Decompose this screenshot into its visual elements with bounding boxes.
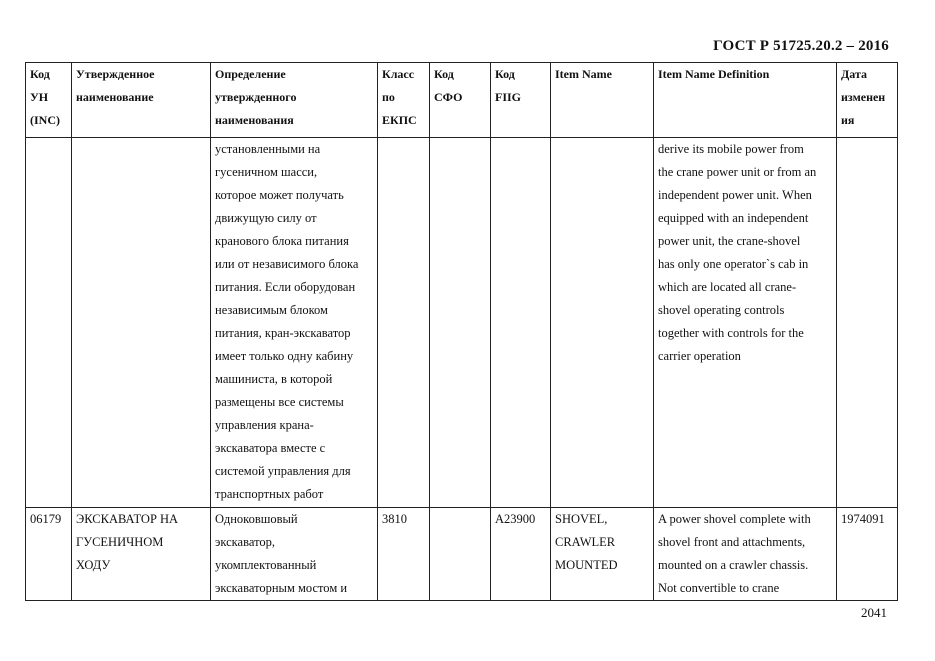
cell-line: или от независимого блока (215, 257, 359, 271)
cell-line: the crane power unit or from an (658, 165, 817, 179)
header-code-sfo (430, 63, 491, 138)
cell-code-sfo (430, 508, 491, 601)
header-definition (211, 63, 378, 138)
cell-line: ЭКСКАВАТОР НА (76, 512, 179, 526)
cell-item-definition-en (654, 508, 837, 601)
header-class-ekps (378, 63, 430, 138)
cell-line: ХОДУ (76, 558, 111, 572)
cell-line: 3810 (382, 512, 407, 526)
cell-line: ГУСЕНИЧНОМ (76, 535, 164, 549)
cell-line: утвержденного (215, 90, 297, 104)
header-approved-name (72, 63, 211, 138)
cell-line: Класс (382, 67, 415, 81)
cell-line: наименования (215, 113, 294, 127)
header-code-fiig (491, 63, 551, 138)
cell-line: питания, кран-экскаватор (215, 326, 351, 340)
cell-line: equipped with an independent (658, 211, 809, 225)
cell-line: которое может получать (215, 188, 344, 202)
cell-line: кранового блока питания (215, 234, 349, 248)
cell-date-changed (837, 138, 898, 508)
cell-line: имеет только одну кабину (215, 349, 354, 363)
cell-code-sfo (430, 138, 491, 508)
cell-code-fiig (491, 138, 551, 508)
cell-line: 1974091 (841, 512, 885, 526)
cell-line: together with controls for the (658, 326, 804, 340)
cell-approved-name (72, 508, 211, 601)
cell-line: изменен (841, 90, 886, 104)
cell-line: Item Name Definition (658, 67, 770, 81)
cell-line: питания. Если оборудован (215, 280, 356, 294)
cell-line: независимым блоком (215, 303, 328, 317)
cell-inc (26, 508, 72, 601)
header-item-name (551, 63, 654, 138)
cell-line: A power shovel complete with (658, 512, 811, 526)
header-date-changed (837, 63, 898, 138)
cell-line: power unit, the crane-shovel (658, 234, 801, 248)
header-inc (26, 63, 72, 138)
cell-line: CRAWLER (555, 535, 616, 549)
cell-line: A23900 (495, 512, 536, 526)
cell-line: Определение (215, 67, 286, 81)
cell-line: (INC) (30, 113, 60, 127)
cell-item-name (551, 138, 654, 508)
cell-line: по (382, 90, 395, 104)
cell-inc (26, 138, 72, 508)
cell-line: SHOVEL, (555, 512, 608, 526)
cell-line: Код (30, 67, 50, 81)
cell-line: машиниста, в которой (215, 372, 333, 386)
cell-code-fiig (491, 508, 551, 601)
cell-item-name (551, 508, 654, 601)
cell-line: Not convertible to crane (658, 581, 780, 595)
document-title: ГОСТ Р 51725.20.2 – 2016 (713, 38, 889, 54)
cell-class-ekps (378, 508, 430, 601)
cell-definition-ru (211, 138, 378, 508)
cell-line: СФО (434, 90, 463, 104)
cell-line: системой управления для (215, 464, 351, 478)
cell-line: carrier operation (658, 349, 741, 363)
cell-line: экскаватор, (215, 535, 275, 549)
cell-line: Код (495, 67, 515, 81)
cell-line: mounted on a crawler chassis. (658, 558, 809, 572)
cell-approved-name (72, 138, 211, 508)
cell-line: УН (30, 90, 49, 104)
cell-line: установленными на (215, 142, 321, 156)
cell-line: 06179 (30, 512, 62, 526)
cell-item-definition-en (654, 138, 837, 508)
cell-line: which are located all crane- (658, 280, 797, 294)
cell-line: ЕКПС (382, 113, 417, 127)
cell-class-ekps (378, 138, 430, 508)
cell-line: размещены все системы (215, 395, 344, 409)
cell-line: укомплектованный (215, 558, 317, 572)
cell-line: движущую силу от (215, 211, 317, 225)
cell-line: has only one operator`s cab in (658, 257, 809, 271)
cell-line: independent power unit. When (658, 188, 812, 202)
cell-line: экскаватора вместе с (215, 441, 326, 455)
page-number: 2041 (861, 605, 887, 620)
cell-line: derive its mobile power from (658, 142, 804, 156)
table-header-row (26, 63, 898, 138)
cell-line: FIIG (495, 90, 522, 104)
cell-line: Дата (841, 67, 867, 81)
cell-line: наименование (76, 90, 154, 104)
cell-line: shovel front and attachments, (658, 535, 806, 549)
cell-line: транспортных работ (215, 487, 324, 501)
cell-line: управления крана- (215, 418, 314, 432)
cell-line: экскаваторным мостом и (215, 581, 348, 595)
cell-line: shovel operating controls (658, 303, 785, 317)
cell-definition-ru (211, 508, 378, 601)
header-item-name-definition (654, 63, 837, 138)
cell-line: гусеничном шасси, (215, 165, 318, 179)
cell-line: MOUNTED (555, 558, 618, 572)
nomenclature-table (25, 62, 898, 601)
cell-date-changed (837, 508, 898, 601)
cell-line: Утвержденное (76, 67, 155, 81)
cell-line: Код (434, 67, 454, 81)
table-row (26, 138, 898, 508)
table-row (26, 508, 898, 601)
cell-line: ия (841, 113, 855, 127)
cell-line: Одноковшовый (215, 512, 298, 526)
cell-line: Item Name (555, 67, 612, 81)
